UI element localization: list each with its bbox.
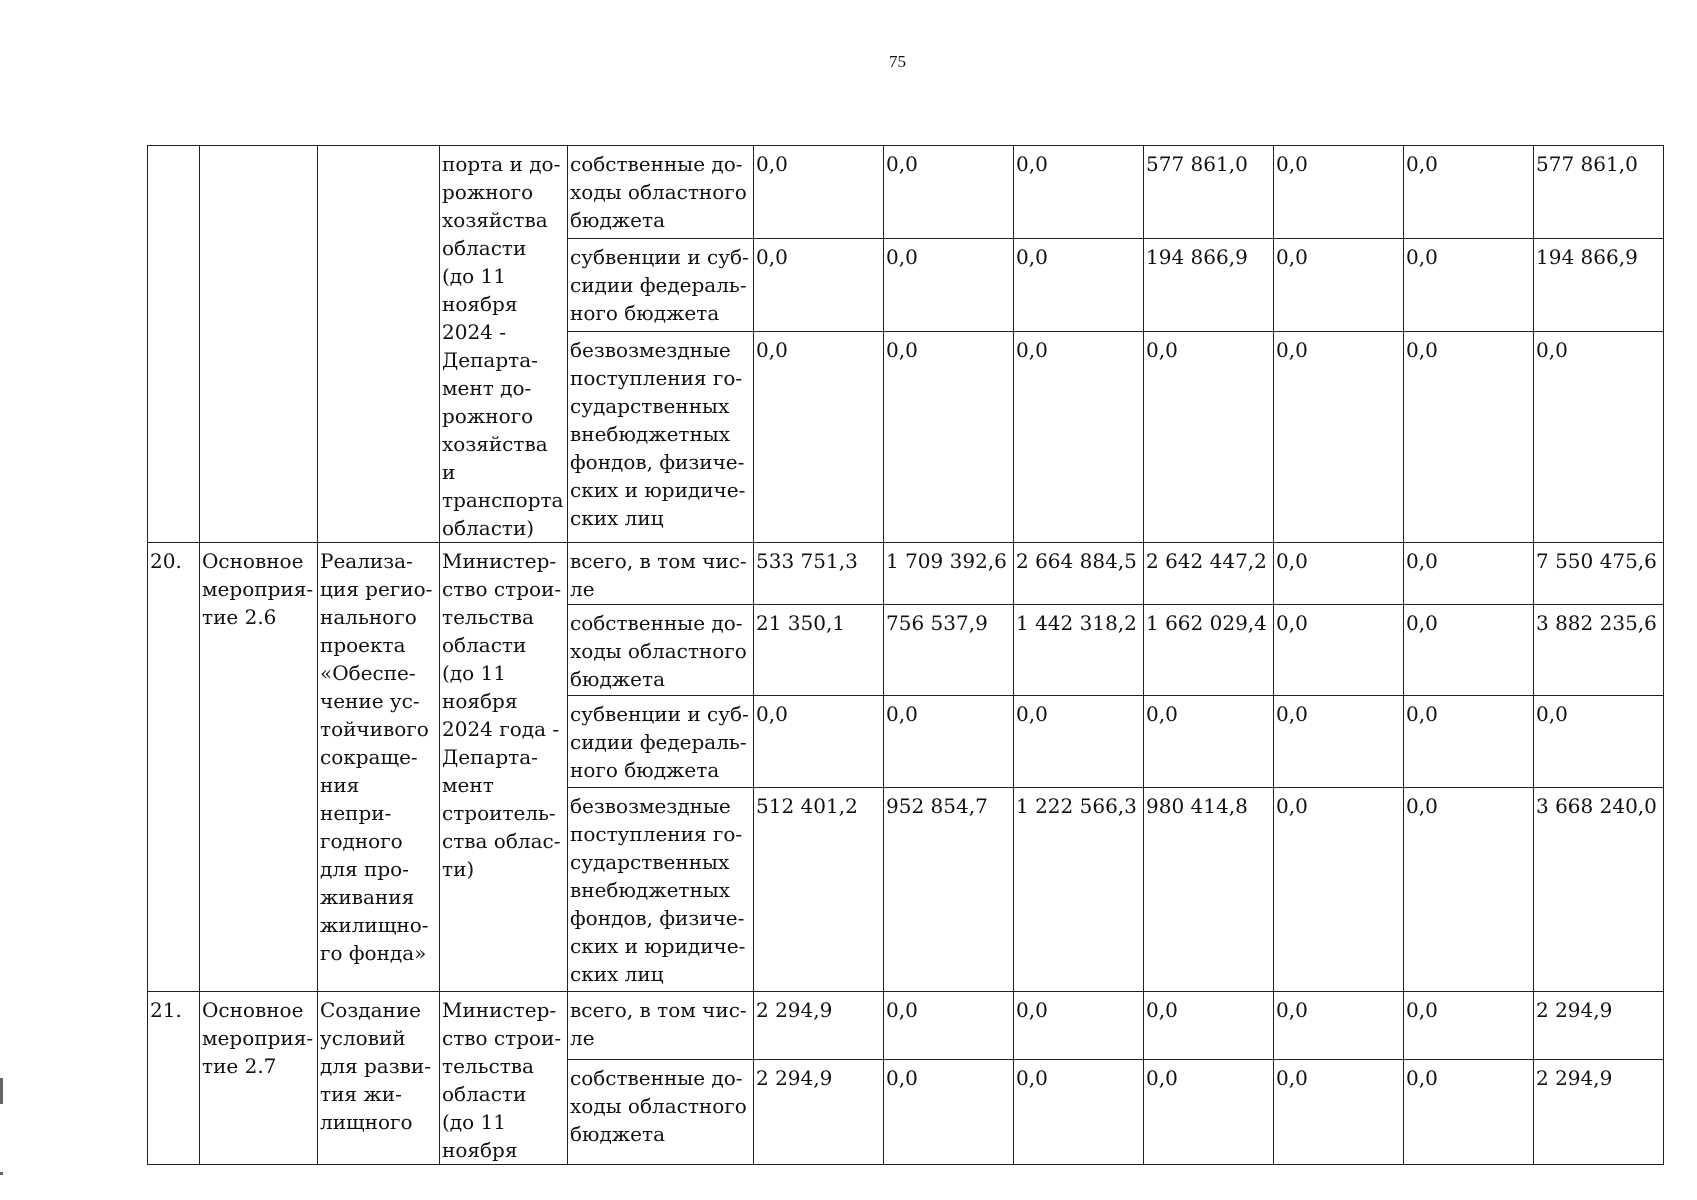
responsible-cell: Министер-ство строи-тельства области (до 11 ноября	[440, 992, 568, 1165]
value-cell: 0,0	[1274, 238, 1404, 332]
source-cell: собственные до-ходы областного бюджета	[568, 146, 754, 239]
value-cell: 7 550 475,6	[1534, 543, 1664, 605]
table-row	[148, 992, 1664, 1060]
value-cell: 1 709 392,6	[884, 543, 1014, 605]
value-cell: 0,0	[884, 992, 1014, 1060]
value-cell: 0,0	[1534, 332, 1664, 543]
value-cell: 0,0	[1144, 992, 1274, 1060]
value-cell: 0,0	[1014, 146, 1144, 239]
value-cell: 1 442 318,2	[1014, 605, 1144, 696]
status-cell	[200, 146, 318, 543]
value-cell: 0,0	[1274, 788, 1404, 992]
value-cell: 0,0	[754, 696, 884, 788]
value-cell: 952 854,7	[884, 788, 1014, 992]
value-cell: 0,0	[1014, 332, 1144, 543]
value-cell: 0,0	[754, 332, 884, 543]
value-cell: 194 866,9	[1144, 238, 1274, 332]
responsible-cell: Министер-ство строи-тельства области (до 11 ноября 2024 года - Департа-мент строитель-ства облас-ти)	[440, 543, 568, 992]
value-cell: 0,0	[1404, 788, 1534, 992]
scan-edge-mark	[0, 1172, 3, 1175]
source-cell: безвозмездные поступления го-сударственных внебюджетных фондов, физиче-ских и юридиче-ских лиц	[568, 788, 754, 992]
value-cell: 0,0	[754, 238, 884, 332]
value-cell: 0,0	[1404, 696, 1534, 788]
value-cell: 21 350,1	[754, 605, 884, 696]
source-cell: безвозмездные поступления го-сударственных внебюджетных фондов, физиче-ских и юридиче-ских лиц	[568, 332, 754, 543]
source-cell: субвенции и суб-сидии федераль-ного бюджета	[568, 696, 754, 788]
value-cell: 0,0	[1274, 543, 1404, 605]
value-cell: 0,0	[1014, 696, 1144, 788]
scan-edge-mark	[0, 1078, 3, 1104]
name-cell	[318, 146, 440, 543]
value-cell: 0,0	[1014, 992, 1144, 1060]
value-cell: 3 668 240,0	[1534, 788, 1664, 992]
value-cell: 0,0	[1404, 1060, 1534, 1165]
value-cell: 0,0	[1404, 238, 1534, 332]
value-cell: 0,0	[1404, 146, 1534, 239]
status-cell: Основное мероприя-тие 2.7	[200, 992, 318, 1165]
value-cell: 0,0	[1014, 1060, 1144, 1165]
value-cell: 0,0	[1274, 146, 1404, 239]
value-cell: 194 866,9	[1534, 238, 1664, 332]
value-cell: 2 664 884,5	[1014, 543, 1144, 605]
value-cell: 0,0	[1404, 543, 1534, 605]
value-cell: 0,0	[1274, 1060, 1404, 1165]
value-cell: 577 861,0	[1144, 146, 1274, 239]
num-cell: 21.	[148, 992, 200, 1165]
value-cell: 0,0	[1404, 332, 1534, 543]
value-cell: 0,0	[754, 146, 884, 239]
value-cell: 0,0	[884, 146, 1014, 239]
value-cell: 0,0	[1144, 1060, 1274, 1165]
value-cell: 0,0	[884, 1060, 1014, 1165]
value-cell: 0,0	[884, 696, 1014, 788]
value-cell: 1 222 566,3	[1014, 788, 1144, 992]
page-number: 75	[889, 52, 906, 71]
name-cell: Создание условий для разви-тия жи-лищного	[318, 992, 440, 1165]
value-cell: 756 537,9	[884, 605, 1014, 696]
value-cell: 980 414,8	[1144, 788, 1274, 992]
budget-table	[147, 145, 1664, 1165]
value-cell: 0,0	[1014, 238, 1144, 332]
value-cell: 2 294,9	[1534, 1060, 1664, 1165]
value-cell: 0,0	[1144, 332, 1274, 543]
source-cell: всего, в том чис-ле	[568, 543, 754, 605]
status-cell: Основное мероприя-тие 2.6	[200, 543, 318, 992]
value-cell: 2 642 447,2	[1144, 543, 1274, 605]
value-cell: 1 662 029,4	[1144, 605, 1274, 696]
value-cell: 0,0	[1274, 605, 1404, 696]
source-cell: собственные до-ходы областного бюджета	[568, 1060, 754, 1165]
value-cell: 0,0	[1404, 992, 1534, 1060]
value-cell: 533 751,3	[754, 543, 884, 605]
value-cell: 2 294,9	[754, 1060, 884, 1165]
source-cell: субвенции и суб-сидии федераль-ного бюджета	[568, 238, 754, 332]
value-cell: 0,0	[884, 238, 1014, 332]
value-cell: 0,0	[1274, 332, 1404, 543]
source-cell: собственные до-ходы областного бюджета	[568, 605, 754, 696]
value-cell: 0,0	[1274, 696, 1404, 788]
value-cell: 2 294,9	[1534, 992, 1664, 1060]
name-cell: Реализа-ция регио-нального проекта «Обеспе-чение ус-тойчивого сокраще-ния непри-годного для про-живания жилищно-го фонда»	[318, 543, 440, 992]
value-cell: 3 882 235,6	[1534, 605, 1664, 696]
value-cell: 0,0	[884, 332, 1014, 543]
value-cell: 0,0	[1534, 696, 1664, 788]
source-cell: всего, в том чис-ле	[568, 992, 754, 1060]
value-cell: 0,0	[1144, 696, 1274, 788]
num-cell	[148, 146, 200, 543]
value-cell: 2 294,9	[754, 992, 884, 1060]
table-row	[148, 146, 1664, 239]
num-cell: 20.	[148, 543, 200, 992]
value-cell: 0,0	[1404, 605, 1534, 696]
responsible-cell: порта и до-рожного хозяйства области (до 11 ноября 2024 - Департа-мент до-рожного хозяйства и транспорта области)	[440, 146, 568, 543]
value-cell: 512 401,2	[754, 788, 884, 992]
value-cell: 0,0	[1274, 992, 1404, 1060]
value-cell: 577 861,0	[1534, 146, 1664, 239]
table-row	[148, 543, 1664, 605]
